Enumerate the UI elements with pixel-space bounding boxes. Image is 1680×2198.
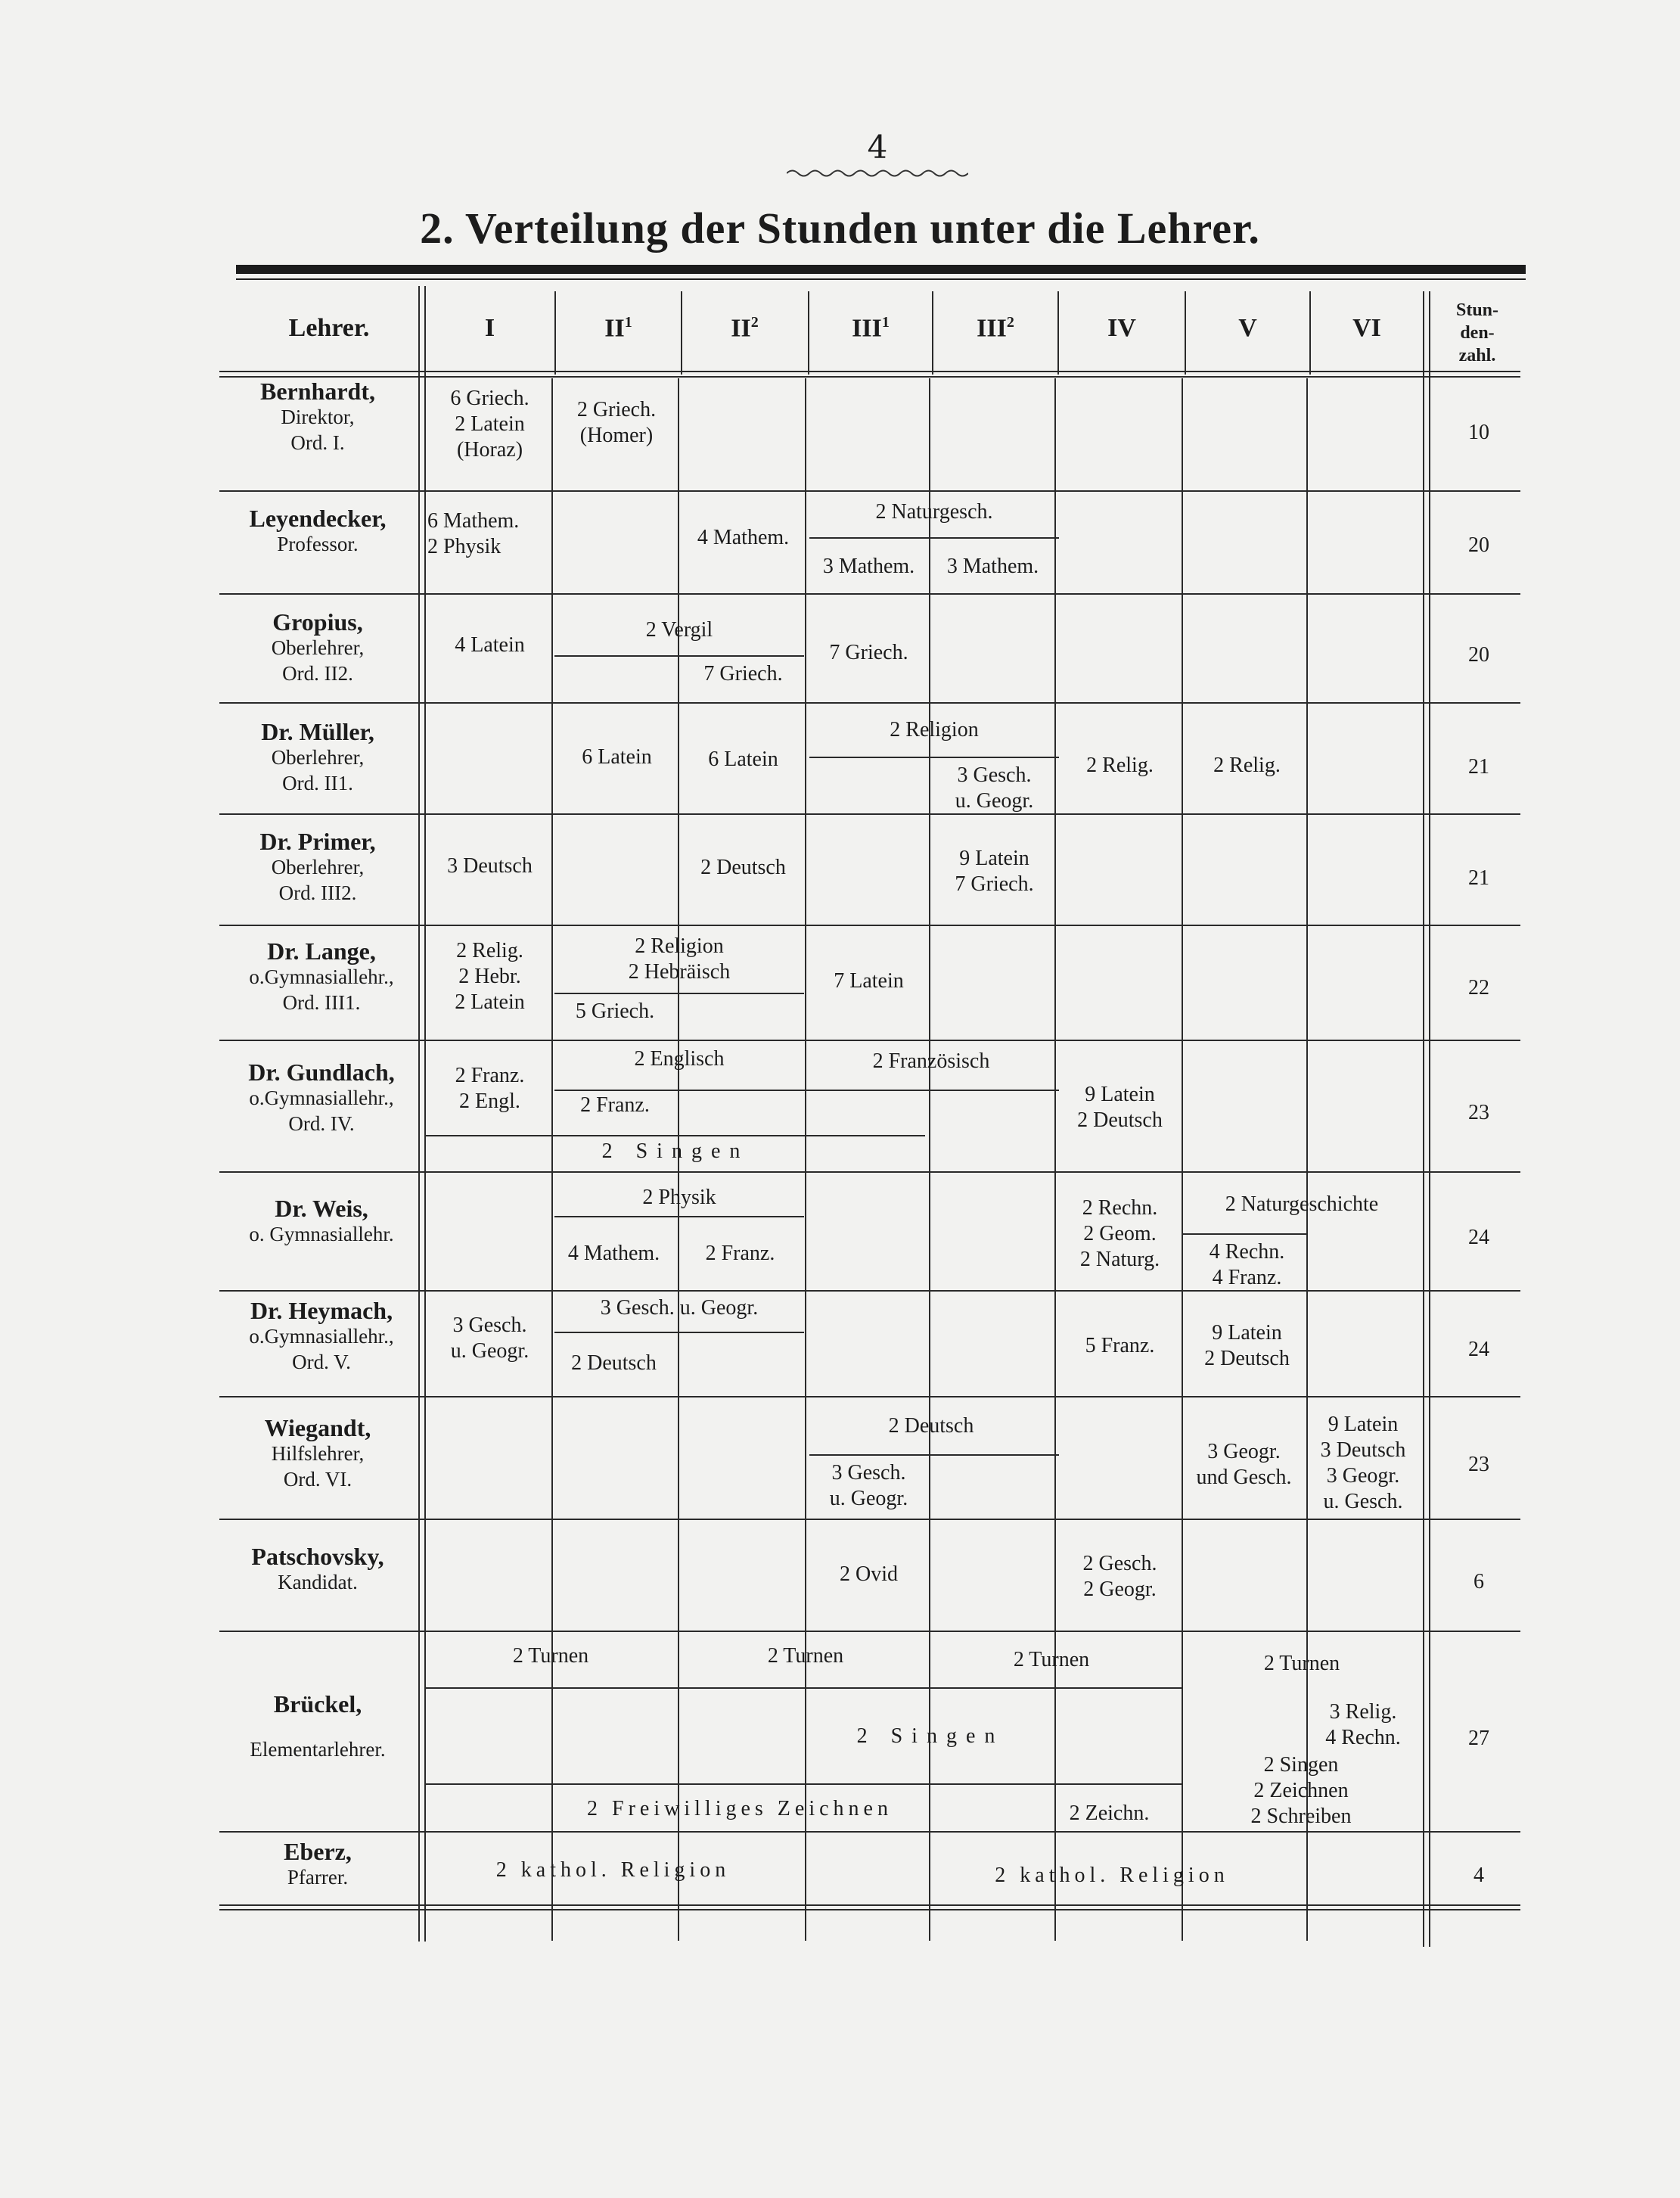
cell: 7 Griech. [703, 662, 783, 686]
cell: 3 Gesch. u. Geogr. [955, 763, 1034, 813]
cell: 4 Rechn. 4 Franz. [1209, 1240, 1285, 1289]
top-rule-thin [236, 278, 1526, 280]
teacher-primer: Dr. Primer, Oberlehrer, Ord. III2. [259, 828, 376, 904]
cell: 2 Deutsch [888, 1414, 974, 1438]
teacher-gundlach: Dr. Gundlach, o.Gymnasiallehr., Ord. IV. [248, 1059, 395, 1135]
header-II2: $II^2$ [731, 314, 759, 343]
cell: 2 Griech. (Homer) [576, 398, 657, 447]
cell: 2 Ovid [840, 1562, 898, 1586]
header-VI: VI [1352, 314, 1381, 342]
cell: 2 Französisch [872, 1049, 990, 1073]
cell: 2 Turnen [512, 1644, 589, 1668]
cell: 2 Deutsch [700, 856, 786, 879]
cell: 3 Relig. 4 Rechn. [1325, 1700, 1401, 1749]
hours-weis: 24 [1468, 1226, 1489, 1249]
cell: 2 Freiwilliges Zeichnen [587, 1797, 893, 1820]
cell: 2 Deutsch [571, 1351, 657, 1375]
cell: 7 Griech. [829, 641, 908, 664]
cell: 5 Griech. [575, 1000, 655, 1023]
cell: 9 Latein 2 Deutsch [1204, 1321, 1290, 1370]
cell: 9 Latein 3 Deutsch 3 Geogr. u. Gesch. [1320, 1413, 1406, 1513]
cell: 3 Mathem. [946, 555, 1039, 578]
cell: 2 Turnen [1013, 1648, 1090, 1671]
teacher-leyendecker: Leyendecker, Professor. [249, 505, 387, 555]
cell: 6 Mathem. 2 Physik [427, 509, 520, 558]
cell: 5 Franz. [1085, 1334, 1155, 1357]
cell: 2 Franz. [705, 1242, 775, 1265]
cell: 3 Mathem. [822, 555, 915, 578]
cell: 2 Singen [856, 1724, 1005, 1748]
cell: 2 Zeichn. [1069, 1802, 1150, 1825]
cell: 9 Latein 7 Griech. [955, 847, 1034, 896]
page-number: 4 [867, 129, 888, 166]
page-title: 2. Verteilung der Stunden unter die Lehrer. [420, 204, 1260, 253]
header-IV: IV [1107, 314, 1136, 342]
teacher-brueckel: Brückel, Elementarlehrer. [250, 1690, 386, 1761]
cell: 2 Naturgeschichte [1225, 1192, 1379, 1216]
cell: 2 Relig. 2 Hebr. 2 Latein [455, 939, 525, 1014]
cell: 2 Singen [601, 1139, 750, 1163]
cell: 2 Franz. 2 Engl. [455, 1064, 525, 1113]
header-stundenzahl: Stun- den- zahl. [1455, 300, 1499, 365]
hours-primer: 21 [1468, 866, 1489, 890]
cell: 2 Relig. [1213, 754, 1281, 777]
header-I: I [484, 314, 495, 342]
hours-brueckel: 27 [1468, 1727, 1489, 1750]
cell: 3 Geogr. und Gesch. [1196, 1440, 1292, 1489]
hours-wiegandt: 23 [1468, 1453, 1489, 1476]
cell: 3 Gesch. u. Geogr. [600, 1296, 759, 1320]
cell: 6 Griech. 2 Latein (Horaz) [450, 387, 529, 462]
cell: 9 Latein 2 Deutsch [1077, 1083, 1163, 1132]
cell: 2 kathol. Religion [995, 1864, 1229, 1887]
header-III2: III$^2$ [977, 314, 1014, 343]
teacher-mueller: Dr. Müller, Oberlehrer, Ord. II1. [261, 718, 374, 794]
cell: 4 Mathem. [567, 1242, 660, 1265]
cell: 4 Mathem. [697, 526, 790, 549]
wavy-ornament [787, 168, 968, 179]
cell: 2 Rechn. 2 Geom. 2 Naturg. [1079, 1196, 1160, 1271]
header-lehrer: Lehrer. [288, 314, 370, 342]
header-III1: III$^1$ [852, 314, 890, 343]
cell: 2 Turnen [1263, 1652, 1340, 1675]
teacher-patschovsky: Patschovsky, Kandidat. [251, 1543, 384, 1593]
hours-eberz: 4 [1473, 1864, 1484, 1887]
teacher-gropius: Gropius, Oberlehrer, Ord. II2. [271, 608, 365, 685]
teacher-wiegandt: Wiegandt, Hilfslehrer, Ord. VI. [264, 1414, 371, 1491]
cell: 3 Gesch. u. Geogr. [829, 1461, 908, 1510]
cell: 4 Latein [455, 633, 525, 657]
hours-leyendecker: 20 [1468, 533, 1489, 557]
cell: 2 kathol. Religion [495, 1858, 731, 1882]
hours-gundlach: 23 [1468, 1101, 1489, 1124]
teacher-lange: Dr. Lange, o.Gymnasiallehr., Ord. III1. [249, 937, 394, 1014]
cell: 7 Latein [834, 969, 904, 993]
cell: 2 Naturgesch. [875, 500, 993, 524]
cell: 2 Vergil [645, 618, 713, 642]
cell: 2 Physik [642, 1186, 716, 1209]
cell: 6 Latein [582, 745, 652, 769]
top-rule [236, 265, 1526, 274]
hours-heymach: 24 [1468, 1338, 1489, 1361]
cell: 2 Franz. [580, 1093, 650, 1117]
hours-mueller: 21 [1468, 755, 1489, 779]
teacher-bernhardt: Bernhardt, Direktor, Ord. I. [260, 378, 375, 454]
teacher-eberz: Eberz, Pfarrer. [284, 1838, 352, 1889]
cell: 2 Gesch. 2 Geogr. [1082, 1552, 1157, 1601]
cell: 2 Religion 2 Hebräisch [628, 934, 731, 984]
hours-lange: 22 [1468, 976, 1489, 1000]
cell: 6 Latein [708, 748, 778, 771]
hours-patschovsky: 6 [1473, 1570, 1484, 1593]
cell: 2 Relig. [1086, 754, 1154, 777]
teacher-weis: Dr. Weis, o. Gymnasiallehr. [249, 1195, 394, 1245]
header-V: V [1238, 314, 1257, 342]
cell: 2 Englisch [634, 1047, 725, 1071]
cell: 2 Turnen [767, 1644, 844, 1668]
cell: 3 Deutsch [447, 854, 533, 878]
cell: 3 Gesch. u. Geogr. [450, 1314, 529, 1363]
cell: 2 Singen 2 Zeichnen 2 Schreiben [1250, 1753, 1352, 1828]
header-II1: $II^1$ [604, 314, 632, 343]
cell: 2 Religion [890, 718, 979, 741]
hours-gropius: 20 [1468, 643, 1489, 667]
hours-bernhardt: 10 [1468, 421, 1489, 444]
teacher-heymach: Dr. Heymach, o.Gymnasiallehr., Ord. V. [249, 1297, 394, 1373]
